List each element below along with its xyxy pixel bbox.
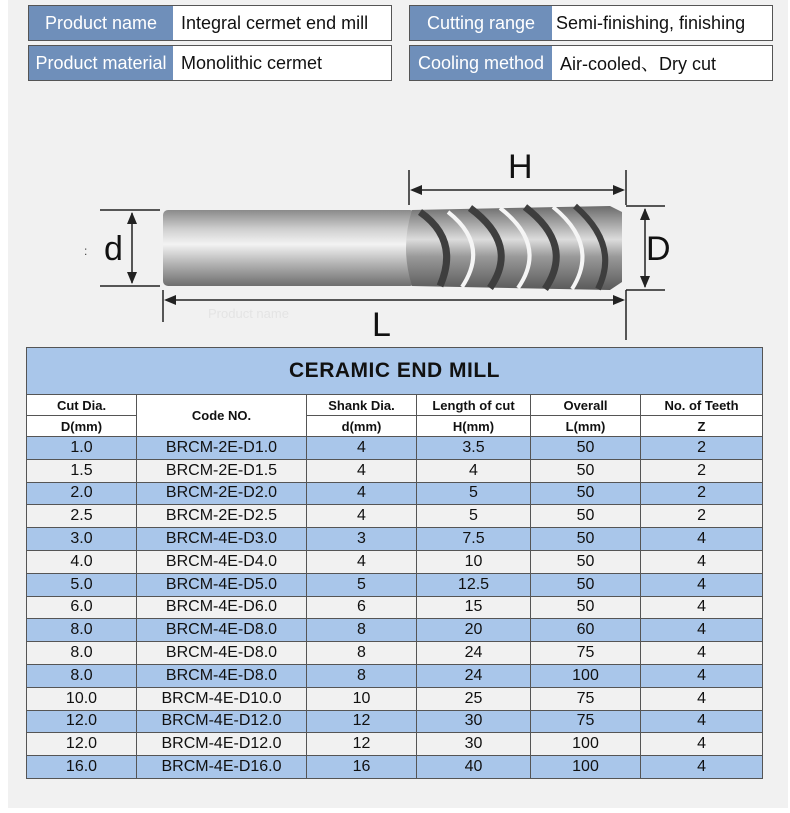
table-title-row — [27, 348, 763, 395]
info-label: Product name — [29, 6, 173, 40]
info-value: Monolithic cermet — [181, 52, 323, 73]
cell-code: BRCM-4E-D8.0 — [137, 664, 307, 687]
cell-length-of-cut: 12.5 — [417, 573, 531, 596]
cell-overall: 50 — [531, 573, 641, 596]
cell-overall: 50 — [531, 550, 641, 573]
cell-cut-dia: 10.0 — [27, 687, 137, 710]
cell-code: BRCM-2E-D2.0 — [137, 482, 307, 505]
cell-shank-dia: 5 — [307, 573, 417, 596]
table-row — [27, 710, 763, 733]
table-row — [27, 733, 763, 756]
cell-teeth: 4 — [641, 573, 763, 596]
cell-code: BRCM-4E-D3.0 — [137, 528, 307, 551]
cell-teeth: 4 — [641, 664, 763, 687]
cell-length-of-cut: 15 — [417, 596, 531, 619]
cell-length-of-cut: 25 — [417, 687, 531, 710]
info-label: Product material — [29, 46, 173, 80]
cell-code: BRCM-4E-D10.0 — [137, 687, 307, 710]
cell-shank-dia: 4 — [307, 459, 417, 482]
cell-shank-dia: 10 — [307, 687, 417, 710]
cell-shank-dia: 4 — [307, 437, 417, 460]
cell-overall: 100 — [531, 756, 641, 779]
watermark: Product name — [208, 306, 289, 321]
cell-teeth: 4 — [641, 710, 763, 733]
cell-cut-dia: 5.0 — [27, 573, 137, 596]
table-row — [27, 687, 763, 710]
cell-code: BRCM-2E-D1.0 — [137, 437, 307, 460]
cell-length-of-cut: 24 — [417, 642, 531, 665]
cell-code: BRCM-4E-D5.0 — [137, 573, 307, 596]
cell-cut-dia: 3.0 — [27, 528, 137, 551]
cell-cut-dia: 4.0 — [27, 550, 137, 573]
label-H: H — [508, 148, 533, 186]
cell-cut-dia: 8.0 — [27, 619, 137, 642]
cell-shank-dia: 4 — [307, 550, 417, 573]
cell-overall: 100 — [531, 733, 641, 756]
cell-teeth: 4 — [641, 756, 763, 779]
table-row — [27, 505, 763, 528]
cell-cut-dia: 1.5 — [27, 459, 137, 482]
table-row — [27, 550, 763, 573]
header-cut-dia: Cut Dia. — [27, 395, 137, 416]
cell-cut-dia: 1.0 — [27, 437, 137, 460]
cell-teeth: 4 — [641, 687, 763, 710]
table-title: CERAMIC END MILL — [27, 348, 763, 395]
cell-overall: 100 — [531, 664, 641, 687]
cell-cut-dia: 2.0 — [27, 482, 137, 505]
cell-overall: 50 — [531, 528, 641, 551]
cell-shank-dia: 8 — [307, 642, 417, 665]
cell-code: BRCM-2E-D1.5 — [137, 459, 307, 482]
header-length-of-cut: Length of cut — [417, 395, 531, 416]
cell-cut-dia: 12.0 — [27, 733, 137, 756]
cell-teeth: 4 — [641, 550, 763, 573]
cell-shank-dia: 8 — [307, 664, 417, 687]
dot-mark: : — [84, 244, 88, 258]
cell-teeth: 4 — [641, 596, 763, 619]
cell-shank-dia: 6 — [307, 596, 417, 619]
table-row — [27, 528, 763, 551]
cell-length-of-cut: 5 — [417, 505, 531, 528]
cell-teeth: 2 — [641, 437, 763, 460]
info-value: Semi-finishing, finishing — [556, 12, 746, 33]
info-product-name — [28, 5, 392, 41]
cell-code: BRCM-4E-D4.0 — [137, 550, 307, 573]
cell-length-of-cut: 20 — [417, 619, 531, 642]
unit-shank-dia: d(mm) — [307, 416, 417, 437]
cell-length-of-cut: 30 — [417, 733, 531, 756]
cell-teeth: 2 — [641, 505, 763, 528]
table-row — [27, 596, 763, 619]
cell-length-of-cut: 24 — [417, 664, 531, 687]
cell-code: BRCM-4E-D16.0 — [137, 756, 307, 779]
header-code: Code NO. — [137, 395, 307, 437]
table-row — [27, 459, 763, 482]
cell-length-of-cut: 10 — [417, 550, 531, 573]
info-product-material — [28, 45, 392, 81]
cell-code: BRCM-4E-D12.0 — [137, 710, 307, 733]
table-row — [27, 573, 763, 596]
cell-shank-dia: 8 — [307, 619, 417, 642]
cell-teeth: 2 — [641, 482, 763, 505]
cell-overall: 60 — [531, 619, 641, 642]
table-row — [27, 756, 763, 779]
label-D: D — [646, 230, 671, 268]
cell-teeth: 4 — [641, 528, 763, 551]
info-label: Cooling method — [410, 46, 552, 80]
spec-table — [26, 347, 763, 779]
info-cutting-range — [409, 5, 773, 41]
info-cooling-method — [409, 45, 773, 81]
table-row — [27, 619, 763, 642]
table-row — [27, 664, 763, 687]
cell-teeth: 4 — [641, 642, 763, 665]
cell-length-of-cut: 30 — [417, 710, 531, 733]
info-value: Air-cooled、Dry cut — [560, 54, 717, 74]
cell-overall: 50 — [531, 459, 641, 482]
unit-length-of-cut: H(mm) — [417, 416, 531, 437]
cell-code: BRCM-4E-D8.0 — [137, 642, 307, 665]
header-overall: Overall — [531, 395, 641, 416]
cell-cut-dia: 6.0 — [27, 596, 137, 619]
cell-teeth: 2 — [641, 459, 763, 482]
table-body — [27, 437, 763, 779]
header-teeth: No. of Teeth — [641, 395, 763, 416]
cell-cut-dia: 16.0 — [27, 756, 137, 779]
cell-shank-dia: 3 — [307, 528, 417, 551]
info-value: Integral cermet end mill — [181, 12, 369, 33]
cell-cut-dia: 2.5 — [27, 505, 137, 528]
cell-code: BRCM-2E-D2.5 — [137, 505, 307, 528]
cell-overall: 75 — [531, 710, 641, 733]
cell-shank-dia: 4 — [307, 505, 417, 528]
label-d: d — [104, 230, 123, 268]
shank — [163, 210, 415, 286]
cell-shank-dia: 12 — [307, 710, 417, 733]
cell-shank-dia: 4 — [307, 482, 417, 505]
cell-length-of-cut: 7.5 — [417, 528, 531, 551]
cell-overall: 50 — [531, 437, 641, 460]
cell-overall: 75 — [531, 642, 641, 665]
cell-overall: 50 — [531, 505, 641, 528]
cell-overall: 75 — [531, 687, 641, 710]
cell-teeth: 4 — [641, 733, 763, 756]
header-shank-dia: Shank Dia. — [307, 395, 417, 416]
cell-code: BRCM-4E-D12.0 — [137, 733, 307, 756]
cell-teeth: 4 — [641, 619, 763, 642]
unit-overall: L(mm) — [531, 416, 641, 437]
cell-overall: 50 — [531, 482, 641, 505]
cell-cut-dia: 8.0 — [27, 642, 137, 665]
cell-length-of-cut: 40 — [417, 756, 531, 779]
table-row — [27, 482, 763, 505]
label-L: L — [372, 306, 391, 344]
cell-length-of-cut: 4 — [417, 459, 531, 482]
table-row — [27, 437, 763, 460]
table-row — [27, 642, 763, 665]
cell-code: BRCM-4E-D8.0 — [137, 619, 307, 642]
table-header-row — [27, 395, 763, 416]
cell-shank-dia: 16 — [307, 756, 417, 779]
cell-code: BRCM-4E-D6.0 — [137, 596, 307, 619]
unit-teeth: Z — [641, 416, 763, 437]
cell-length-of-cut: 3.5 — [417, 437, 531, 460]
cell-cut-dia: 8.0 — [27, 664, 137, 687]
info-label: Cutting range — [410, 6, 552, 40]
unit-cut-dia: D(mm) — [27, 416, 137, 437]
cell-shank-dia: 12 — [307, 733, 417, 756]
cell-cut-dia: 12.0 — [27, 710, 137, 733]
cell-length-of-cut: 5 — [417, 482, 531, 505]
cell-overall: 50 — [531, 596, 641, 619]
